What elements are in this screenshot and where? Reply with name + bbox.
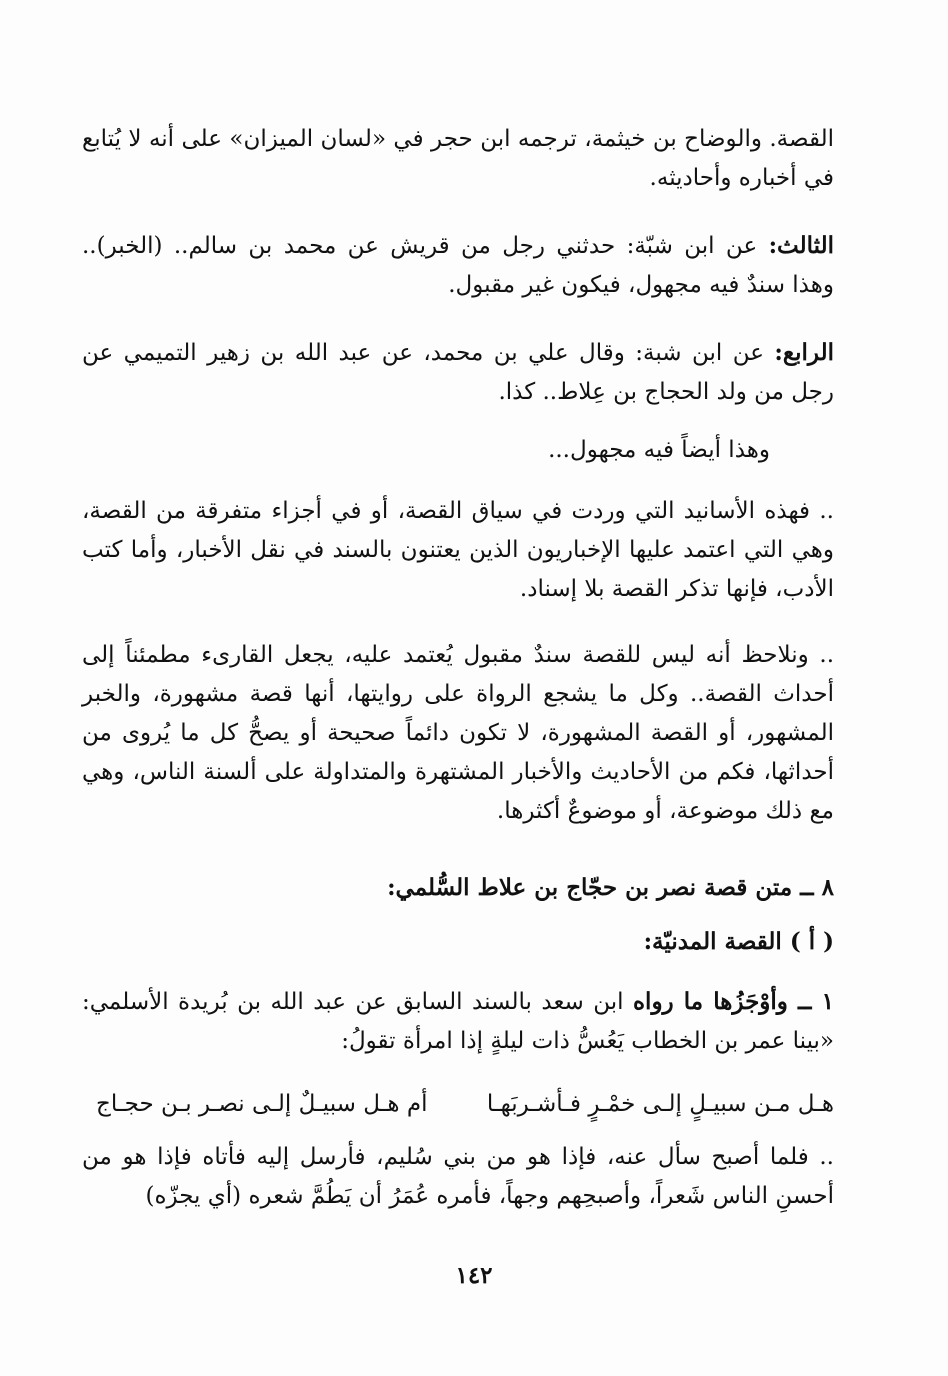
paragraph-text: .. فلما أصبح سأل عنه، فإذا هو من بني سُليم، فأرسل إليه فأتاه فإذا هو من أحسنِ الناس شَعراً، وأصبحِهم وجهاً، فأمره عُمَرُ أن يَطُمَّ شعره (أي يجزّه) (82, 1144, 834, 1210)
paragraph-also-unknown (82, 431, 834, 470)
paragraph-lead-fourth: الرابع: (774, 339, 834, 366)
paragraph-third-chain (82, 226, 834, 305)
verse-second-hemistich: أم هـل سبيـلٌ إلـى نصـر بـن حجـاج (96, 1091, 428, 1117)
paragraph-lead-third: الثالث: (768, 232, 834, 259)
paragraph-text: عن ابن شبة: وقال علي بن محمد، عن عبد الله بن زهير التميمي عن رجل من ولد الحجاج بن عِلاط.. كذا. (82, 340, 834, 406)
paragraph-narration (82, 982, 834, 1061)
paragraph-text: وهذا أيضاً فيه مجهول... (548, 437, 770, 463)
poem-verse (96, 1080, 834, 1128)
paragraph-text: .. ونلاحظ أنه ليس للقصة سندٌ مقبول يُعتمد عليه، يجعل القارىء مطمئناً إلى أحداث القصة.. وكل ما يشجع الرواة على روايتها، أنها قصة مشهورة، والخبر المشهور، أو القصة المشهورة، لا تكون دائماً صحيحة أو يصحُّ كل ما يُروى من أحداثها، فكم من الأحاديث والأخبار المشتهرة والمتداولة على ألسنة الناس، وهي مع ذلك موضوعة، أو موضوعٌ أكثرها. (82, 642, 834, 825)
section-heading: ٨ ــ متن قصة نصر بن حجّاج بن علاط السُّلمي: (387, 874, 834, 901)
narration-lead: ١ ــ وأوْجَزُها ما رواه (633, 988, 834, 1015)
paragraph-text: .. فهذه الأسانيد التي وردت في سياق القصة، أو في أجزاء متفرقة من القصة، وهي التي اعتمد عليها الإخباريون الذين يعتنون بالسند في نقل الأخبار، وأما كتب الأدب، فإنها تذكر القصة بلا إسناد. (82, 498, 834, 603)
narration-text: ابن سعد بالسند السابق عن عبد الله بن بُريدة الأسلمي: «بينا عمر بن الخطاب يَعُسُّ ذات ليلةٍ إذا امرأة تقولُ: (82, 989, 834, 1055)
subsection-heading: ( أ ) القصة المدنيّة: (643, 928, 834, 955)
verse-first-hemistich: هـل مـن سبيـلٍ إلـى خمْـرٍ فـأشـربَهـا (486, 1091, 834, 1117)
paragraph-wadhah (82, 120, 834, 198)
paragraph-text: القصة. والوضاح بن خيثمة، ترجمه ابن حجر في «لسان الميزان» على أنه لا يُتابع في أخباره وأحاديثه. (82, 126, 834, 192)
paragraph-fourth-chain (82, 333, 834, 412)
page-number: ١٤٢ (455, 1262, 493, 1289)
paragraph-closing (82, 1138, 834, 1216)
paragraph-chains-summary (82, 492, 834, 609)
paragraph-text: عن ابن شبّة: حدثني رجل من قريش عن محمد بن سالم.. (الخبر).. وهذا سندٌ فيه مجهول، فيكون غير مقبول. (82, 233, 834, 299)
paragraph-observation (82, 636, 834, 831)
